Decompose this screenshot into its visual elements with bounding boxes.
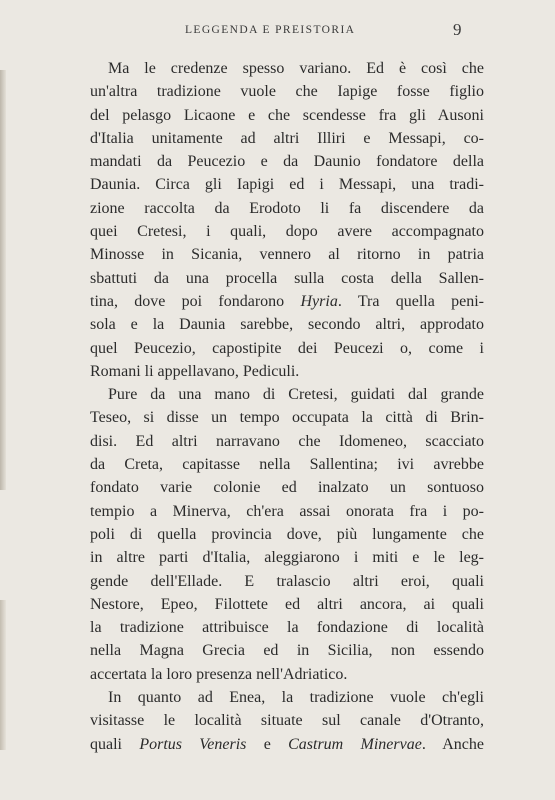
text-line: zione raccolta da Erodoto li fa discendere da [90, 199, 484, 217]
page-edge-shadow-lower [0, 600, 6, 750]
text-run: tina, dove poi fondarono [90, 292, 285, 310]
text-line: nella Magna Grecia ed in Sicilia, non essendo [90, 642, 484, 660]
italic-term: Castrum Minervae [288, 735, 422, 753]
text-line: del pelasgo Licaone e che scendesse fra gli Ausoni [90, 106, 484, 124]
text-line: Minosse in Sicania, vennero al ritorno in patria [90, 246, 484, 264]
italic-term: Portus Veneris [139, 735, 247, 753]
text-line: mandati da Peucezio e da Daunio fondatore della [90, 153, 484, 171]
text-line: Pure da una mano di Cretesi, guidati dal grande [108, 386, 484, 404]
page-header [0, 22, 555, 46]
text-line: Nestore, Epeo, Filottete ed altri ancora, ai quali [90, 595, 484, 613]
text-line: Teseo, si disse un tempo occupata la città di Brin- [90, 409, 484, 427]
text-line: sola e la Daunia sarebbe, secondo altri, approdato [90, 316, 484, 334]
text-run: quali [90, 735, 122, 753]
running-head: LEGGENDA E PREISTORIA [185, 24, 356, 36]
text-run: . Tra quella peni- [337, 292, 485, 310]
text-line: tempio a Minerva, ch'era assai onorata fra i po- [90, 502, 484, 520]
text-line: la tradizione attribuisce la fondazione di località [90, 619, 484, 637]
text-line: d'Italia unitamente ad altri Illiri e Messapi, co- [90, 129, 484, 147]
italic-term: Hyria [300, 292, 338, 310]
text-line: un'altra tradizione vuole che Iapige fosse figlio [90, 83, 484, 101]
text-line: Daunia. Circa gli Iapigi ed i Messapi, una tradi- [90, 176, 484, 194]
text-line: disi. Ed altri narravano che Idomeneo, scacciato [90, 432, 484, 450]
text-line: gende dell'Ellade. E tralascio altri eroi, quali [90, 572, 484, 590]
text-line: In quanto ad Enea, la tradizione vuole ch'egli [108, 689, 484, 707]
text-line: accertata la loro presenza nell'Adriatico. [90, 665, 348, 683]
text-line: da Creta, capitasse nella Sallentina; ivi avrebbe [90, 456, 484, 474]
text-line: visitasse le località situate sul canale d'Otranto, [90, 712, 484, 730]
page-number: 9 [453, 20, 462, 39]
text-line: quei Cretesi, i quali, dopo avere accompagnato [90, 223, 484, 241]
text-line: in altre parti d'Italia, aleggiarono i miti e le leg- [90, 549, 484, 567]
text-line: Ma le credenze spesso variano. Ed è così che [108, 60, 484, 77]
text-line-mixed [90, 290, 484, 313]
text-line-mixed [90, 733, 484, 756]
body-text [90, 57, 484, 756]
text-line: sbattuti da una procella sulla costa della Sallen- [90, 269, 484, 287]
page-edge-shadow [0, 70, 6, 490]
text-run: . Anche [421, 735, 485, 753]
text-line: fondato varie colonie ed inalzato un sontuoso [90, 479, 484, 497]
text-run: e [246, 735, 289, 753]
text-line: Romani li appellavano, Pediculi. [90, 362, 300, 380]
text-line: quel Peucezio, capostipite dei Peucezi o, come i [90, 339, 484, 357]
text-line: poli di quella provincia dove, più lungamente che [90, 525, 484, 543]
